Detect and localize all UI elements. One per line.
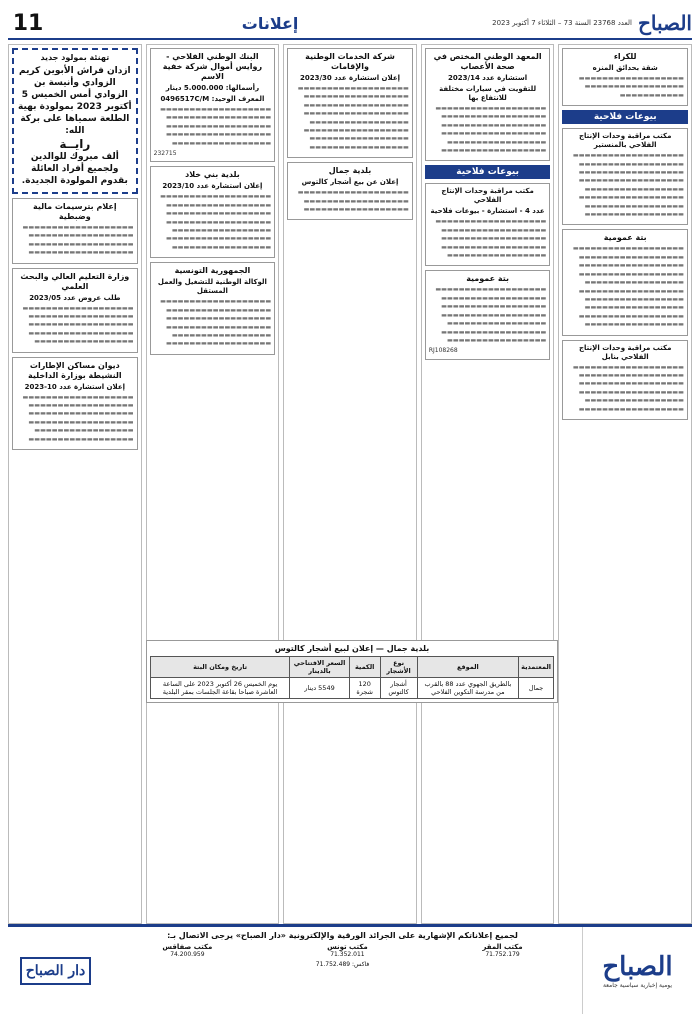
ad-capital: رأسمالها: 5.000.000 دينار [165,84,260,92]
table-cell: جمال [519,678,554,699]
table-header-cell: السعر الافتتاحي بالدينار [290,657,350,678]
ad-body: ▬▬▬▬▬▬▬▬▬▬▬▬▬▬▬▬▬▬▬ ▬▬▬▬▬▬▬▬▬▬▬▬▬▬▬▬▬▬ ▬▬▬▬▬▬▬▬▬▬▬▬▬▬▬▬▬▬ ▬▬▬▬▬▬▬▬▬▬▬▬▬▬▬▬▬▬ ▬▬▬▬▬▬▬▬▬▬▬▬▬▬▬▬▬ [22,304,134,346]
ad-title: شركة الخدمات الوطنية والإقامات [305,52,395,71]
ad-subtitle: إعلان عن بيع أشجار كالتوس [301,178,399,187]
ad-farm-office-nabeul [562,340,688,420]
ad-body: ▬▬▬▬▬▬▬▬▬▬▬▬▬▬▬▬▬▬▬ ▬▬▬▬▬▬▬▬▬▬▬▬▬▬▬▬▬▬ ▬▬▬▬▬▬▬▬▬▬▬▬▬▬▬▬▬▬ ▬▬▬▬▬▬▬▬▬▬▬▬▬▬▬▬▬▬ ▬▬▬▬▬▬▬▬▬▬▬▬▬▬▬▬▬ [160,106,272,147]
footer-headline: لجميع إعلاناتكم الإشهارية على الجرائد الورقية والإلكترونية «دار الصباح» يرجى الاتصال بـ: [167,931,518,940]
ad-higher-education [12,268,138,353]
footer-tagline: يومية إخبارية سياسية جامعة [602,982,673,989]
ad-title: إعلام بترسيمات مالية وضبطية [33,202,117,221]
ad-body: ▬▬▬▬▬▬▬▬▬▬▬▬▬▬▬▬▬▬▬ ▬▬▬▬▬▬▬▬▬▬▬▬▬▬▬▬▬▬ ▬▬▬▬▬▬▬▬▬▬▬▬▬▬▬▬▬▬ ▬▬▬▬▬▬▬▬▬▬▬▬▬▬▬▬▬▬ ▬▬▬▬▬▬▬▬▬▬▬▬▬▬▬▬▬ ▬▬▬▬▬▬▬▬▬▬▬▬▬▬▬▬▬▬ [435,105,547,155]
office-name: مكتب صفاقس [162,943,213,951]
page-number: 11 [12,10,44,36]
ad-body: ▬▬▬▬▬▬▬▬▬▬▬▬▬▬▬▬▬▬▬ ▬▬▬▬▬▬▬▬▬▬▬▬▬▬▬▬▬▬ ▬▬▬▬▬▬▬▬▬▬▬▬▬▬▬▬▬▬ ▬▬▬▬▬▬▬▬▬▬▬▬▬▬▬▬▬▬ ▬▬▬▬▬▬▬▬▬▬▬▬▬▬▬▬▬ ▬▬▬▬▬▬▬▬▬▬▬▬▬▬▬▬▬▬ [572,363,684,413]
ad-body: ▬▬▬▬▬▬▬▬▬▬▬▬▬▬▬▬▬▬▬ ▬▬▬▬▬▬▬▬▬▬▬▬▬▬▬▬▬▬ ▬▬▬▬▬▬▬▬▬▬▬▬▬▬▬▬▬▬ ▬▬▬▬▬▬▬▬▬▬▬▬▬▬▬▬▬▬ ▬▬▬▬▬▬▬▬▬▬▬▬▬▬▬▬▬ ▬▬▬▬▬▬▬▬▬▬▬▬▬▬▬▬▬▬ ▬▬▬▬▬▬▬▬▬▬▬▬▬▬▬▬▬ ▬▬▬▬▬▬▬▬▬▬▬▬▬▬▬▬▬ [572,152,684,219]
ad-body: ▬▬▬▬▬▬▬▬▬▬▬▬▬▬▬▬▬▬▬ ▬▬▬▬▬▬▬▬▬▬▬▬▬▬▬▬▬▬ ▬▬▬▬▬▬▬▬▬▬▬▬▬▬▬▬▬▬ ▬▬▬▬▬▬▬▬▬▬▬▬▬▬▬▬▬▬ ▬▬▬▬▬▬▬▬▬▬▬▬▬▬▬▬▬ ▬▬▬▬▬▬▬▬▬▬▬▬▬▬▬▬▬▬ ▬▬▬▬▬▬▬▬▬▬▬▬▬▬▬▬▬ ▬▬▬▬▬▬▬▬▬▬▬▬▬▬▬▬▬ ▬▬▬▬▬▬▬▬▬▬▬▬▬▬▬▬▬▬ ▬▬▬▬▬▬▬▬▬▬▬▬▬▬▬▬▬ [572,245,684,329]
sale-table-block [146,640,558,703]
office-phone: 74.200.959 [170,951,205,958]
ad-body: ▬▬▬▬▬▬▬▬▬▬▬▬▬▬▬▬▬▬▬ ▬▬▬▬▬▬▬▬▬▬▬▬▬▬▬▬▬▬ ▬▬▬▬▬▬▬▬▬▬▬▬▬▬▬▬▬▬ ▬▬▬▬▬▬▬▬▬▬▬▬▬▬▬▬▬▬ [22,224,134,257]
table-header-cell: نوع الأشجار [380,657,417,678]
ad-bna-bank [150,48,276,162]
ad-public-auction [425,270,551,359]
footer-right [8,927,103,1014]
sale-table [150,656,554,699]
ad-body: ▬▬▬▬▬▬▬▬▬▬▬▬▬▬▬▬▬▬▬ ▬▬▬▬▬▬▬▬▬▬▬▬▬▬▬▬▬▬ ▬▬▬▬▬▬▬▬▬▬▬▬▬▬▬▬▬▬ ▬▬▬▬▬▬▬▬▬▬▬▬▬▬▬▬▬▬ ▬▬▬▬▬▬▬▬▬▬▬▬▬▬▬▬▬ ▬▬▬▬▬▬▬▬▬▬▬▬▬▬▬▬▬▬ [160,298,272,348]
table-header-cell: الكمية [349,657,380,678]
ad-subtitle: الوكالة الوطنية للتشغيل والعمل المستقل [157,278,267,296]
ad-subtitle: مكتب مراقبة وحدات الإنتاج الفلاحي بالمنستير [579,132,672,150]
ad-ref: 232715 [153,150,177,158]
ad-employment-agency [150,262,276,354]
table-header-cell: الموقع [417,657,519,678]
ad-title: للكراء [613,52,637,61]
page-header [8,8,692,40]
table-header-cell: المعتمدية [519,657,554,678]
issue-line: العدد 23768 السنة 73 – الثلاثاء 7 أكتوبر 2023 [492,19,632,27]
table-cell: يوم الخميس 26 أكتوبر 2023 على الساعة العاشرة صباحا بقاعة الجلسات بمقر البلدية [151,678,290,699]
ad-title: بلدية بني خلاد [185,170,240,180]
table-cell: 5549 دينار [290,678,350,699]
ad-neuro-institute [425,48,551,161]
ad-farm-office [425,183,551,266]
ad-title: المعهد الوطني المختص في صحة الأعصاب [433,52,542,71]
ad-subtitle: إعلان استشارة عدد 2023/30 [299,74,401,82]
ad-beni-khalled [150,166,276,258]
table-body [151,678,554,699]
ad-id: المعرف الوحيد: 0496517C/M [160,95,265,103]
column-5 [558,44,692,924]
ad-body: ▬▬▬▬▬▬▬▬▬▬▬▬▬▬▬▬▬▬▬ ▬▬▬▬▬▬▬▬▬▬▬▬▬▬▬▬▬▬ ▬▬▬▬▬▬▬▬▬▬▬▬▬▬▬▬▬▬ ▬▬▬▬▬▬▬▬▬▬▬▬▬▬▬▬▬▬ ▬▬▬▬▬▬▬▬▬▬▬▬▬▬▬▬▬ ▬▬▬▬▬▬▬▬▬▬▬▬▬▬▬▬▬▬ ▬▬▬▬▬▬▬▬▬▬▬▬▬▬▬▬▬ [435,286,547,344]
ad-national-services [287,48,413,158]
table-title: بلدية جمال — إعلان لبيع أشجار كالتوس [274,644,430,653]
footer-contacts [103,927,582,1014]
footer-logo-text: الصباح [602,952,673,982]
office-phone: 71.752.179 [485,951,520,958]
congrats-title: تهنئة بمولود جديد [40,53,110,62]
congrats-text: ازدان فراش الأبوين كريم الزوادي وأنيسة بن الزوادي أمس الخميس 5 أكتوبر 2023 بمولودة بهية الطلعة سمياها على بركة الله: [18,66,132,136]
footer-offices [107,943,578,958]
ad-body: ▬▬▬▬▬▬▬▬▬▬▬▬▬▬▬▬▬▬▬ ▬▬▬▬▬▬▬▬▬▬▬▬▬▬▬▬▬▬ ▬▬▬▬▬▬▬▬▬▬▬▬▬▬▬▬▬▬ [297,189,409,214]
footer-fax: فاكس: 71.752.489 [315,961,370,968]
ad-title: بتة عمومية [603,233,647,243]
footer-office [162,943,212,958]
table-row [151,678,554,699]
ad-subtitle: مكتب مراقبة وحدات الإنتاج الفلاحي بنابل [579,343,672,361]
table-cell: 120 شجرة [349,678,380,699]
table-header-cell: تاريخ ومكان البتة [151,657,290,678]
ad-financial-notice [12,198,138,264]
section-banner: بيوعات فلاحية [425,165,551,179]
column-2 [146,44,280,924]
ad-body: ▬▬▬▬▬▬▬▬▬▬▬▬▬▬▬▬▬▬▬ ▬▬▬▬▬▬▬▬▬▬▬▬▬▬▬▬▬▬ ▬▬▬▬▬▬▬▬▬▬▬▬▬▬▬▬▬▬ ▬▬▬▬▬▬▬▬▬▬▬▬▬▬▬▬▬▬ ▬▬▬▬▬▬▬▬▬▬▬▬▬▬▬▬▬ [435,218,547,260]
column-3 [283,44,417,924]
ad-subtitle: إعلان استشارة عدد 2023/10 [162,182,263,191]
office-name: مكتب تونس [327,943,368,951]
office-name: مكتب المقر [482,943,523,951]
ad-subtitle: إعلان استشارة عدد 10-2023 [24,382,126,391]
ad-title: بتة عمومية [466,274,510,284]
ad-note: للتقويت في سيارات مختلفة للانتفاع بها [439,85,537,102]
ad-title: مكتب مراقبة وحدات الإنتاج الفلاحي [441,187,534,205]
ad-title: الجمهورية التونسية [174,266,251,276]
ad-jamal-municipality [287,162,413,220]
ad-subtitle: استشارة عدد 2023/14 [448,74,528,82]
table-header-row [151,657,554,678]
page-footer [8,924,692,1014]
ads-columns [8,44,692,924]
ad-body: ▬▬▬▬▬▬▬▬▬▬▬▬▬▬▬▬▬▬▬ ▬▬▬▬▬▬▬▬▬▬▬▬▬▬▬▬▬▬ ▬▬▬▬▬▬▬▬▬▬▬▬▬▬▬▬▬▬ ▬▬▬▬▬▬▬▬▬▬▬▬▬▬▬▬▬▬ ▬▬▬▬▬▬▬▬▬▬▬▬▬▬▬▬▬ ▬▬▬▬▬▬▬▬▬▬▬▬▬▬▬▬▬▬ ▬▬▬▬▬▬▬▬▬▬▬▬▬▬▬▬▬ ▬▬▬▬▬▬▬▬▬▬▬▬▬▬▬▬▬ [297,85,409,151]
column-1 [8,44,142,924]
ad-subtitle: عدد 4 - استشارة - بيوعات فلاحية [430,207,545,216]
ad-title: وزارة التعليم العالي والبحث العلمي [20,271,130,291]
ad-ref: RJ108268 [428,347,458,355]
ad-title: ديوان مساكن الإطارات النشيطة بوزارة الداخلية [28,360,122,380]
column-4 [421,44,555,924]
baby-name: رايــة [59,137,91,151]
ad-subtitle: طلب عروض عدد 2023/05 [29,293,121,302]
ad-title: البنك الوطني الفلاحي - روايس أموال شركة خفية الاسم [162,52,263,81]
footer-logo [582,927,692,1014]
ad-housing-office [12,357,138,450]
footer-office [327,943,368,958]
footer-office [482,943,522,958]
masthead [492,11,692,35]
ad-farm-sales-monastir [562,128,688,225]
ad-public-auction [562,229,688,335]
ad-body: ▬▬▬▬▬▬▬▬▬▬▬▬▬▬▬▬▬▬▬ ▬▬▬▬▬▬▬▬▬▬▬▬▬▬▬▬▬▬ ▬▬▬▬▬▬▬▬▬▬▬▬▬▬▬▬▬▬ ▬▬▬▬▬▬▬▬▬▬▬▬▬▬▬▬▬▬ ▬▬▬▬▬▬▬▬▬▬▬▬▬▬▬▬▬ ▬▬▬▬▬▬▬▬▬▬▬▬▬▬▬▬▬▬ ▬▬▬▬▬▬▬▬▬▬▬▬▬▬▬▬▬ [160,193,272,251]
section-banner: بيوعات فلاحية [562,110,688,124]
ad-rent [562,48,688,106]
ad-body: ▬▬▬▬▬▬▬▬▬▬▬▬▬▬▬▬▬▬▬ ▬▬▬▬▬▬▬▬▬▬▬▬▬▬▬▬▬▬ ▬▬▬▬▬▬▬▬▬▬▬▬▬▬▬▬▬▬ ▬▬▬▬▬▬▬▬▬▬▬▬▬▬▬▬▬▬ ▬▬▬▬▬▬▬▬▬▬▬▬▬▬▬▬▬ ▬▬▬▬▬▬▬▬▬▬▬▬▬▬▬▬▬▬ [22,393,134,443]
ad-title: بلدية جمال [328,166,372,176]
table-cell: أشجار كالتوس [380,678,417,699]
ad-body: ▬▬▬▬▬▬▬▬▬▬▬▬▬▬▬▬▬▬ ▬▬▬▬▬▬▬▬▬▬▬▬▬▬▬▬▬ ▬▬▬▬▬▬▬▬▬▬▬ [578,75,684,99]
office-phone: 71.352.011 [330,951,365,958]
ad-congratulations [12,48,138,194]
masthead-logo: الصباح [637,11,692,35]
table-cell: بالطريق الجهوي عدد 88 بالقرب من مدرسة التكوين الفلاحي [417,678,519,699]
footer-badge: دار الصباح [20,957,92,985]
ad-subtitle: شقة بحدائق المنزه [592,64,658,72]
section-title: إعلانات [241,13,299,33]
congrats-wish: ألف مبروك للوالدين ولجميع أفراد العائلة بقدوم المولودة الجديدة. [21,152,128,186]
